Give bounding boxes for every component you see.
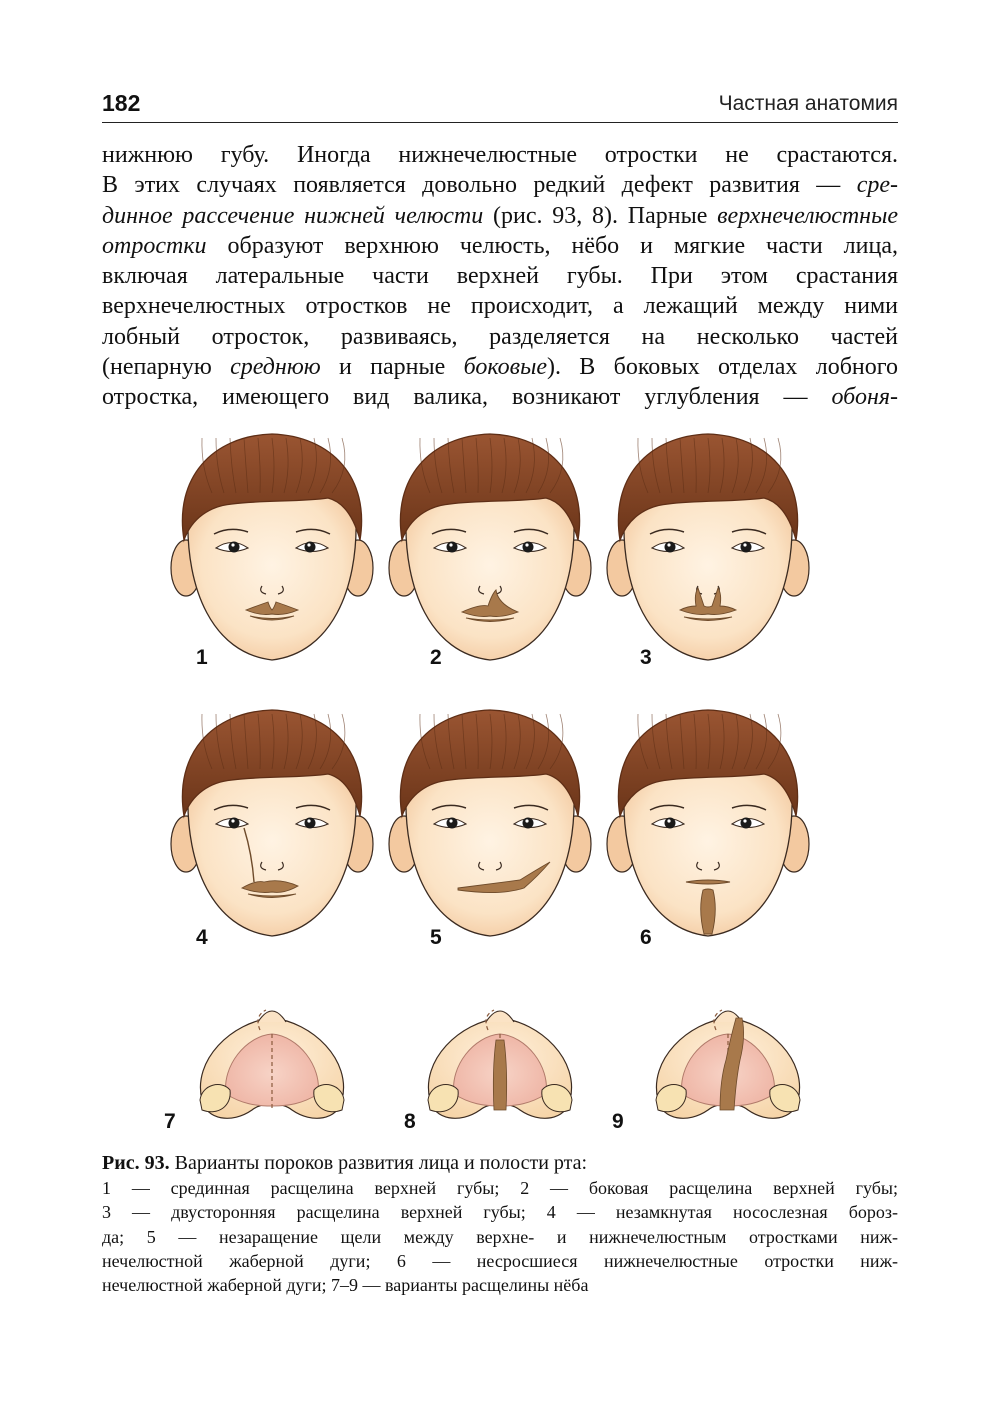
eye-highlight <box>307 819 310 822</box>
eye-highlight <box>743 543 746 546</box>
eye-highlight <box>231 819 234 822</box>
nose-tip <box>258 1011 286 1022</box>
text-run: включая латеральные части верхней губы. При этом срастания <box>102 263 898 290</box>
text-run: и парные <box>320 354 464 381</box>
text-line <box>102 322 898 352</box>
eye-highlight <box>525 543 528 546</box>
pupil <box>229 818 240 829</box>
text-run: лобный отросток, развиваясь, разделяется на несколько частей <box>102 323 898 350</box>
caption-line: 1 — срединная расщелина верхней губы; 2 — боковая расщелина верхней губы; <box>102 1178 898 1198</box>
cleft-palate-median <box>493 1040 506 1110</box>
caption-legend <box>102 1176 898 1297</box>
caption-line: да; 5 — незаращение щели между верхне- и нижнечелюстным отростками ниж- <box>102 1226 898 1247</box>
face-illustration <box>171 434 373 660</box>
page-header <box>102 88 898 123</box>
pupil <box>229 542 240 553</box>
figure-caption <box>102 1150 898 1297</box>
text-run: (непарную <box>102 354 231 381</box>
figure-number: 6 <box>640 926 652 949</box>
running-head: Частная анатомия <box>718 92 898 115</box>
caption-title-text: Варианты пороков развития лица и полости рта: <box>169 1152 588 1174</box>
italic-term: боковые <box>463 354 547 381</box>
palate-illustration <box>428 1010 572 1118</box>
caption-line: нечелюстной жаберной дуги; 7–9 — варианты расщелины нёба <box>102 1275 589 1296</box>
figure-93 <box>0 430 1000 970</box>
italic-term: динное рассечение нижней челюсти <box>102 202 484 229</box>
figure-number: 7 <box>164 1110 176 1133</box>
face-shape <box>406 764 574 936</box>
face-illustration <box>389 710 591 936</box>
eye-highlight <box>231 543 234 546</box>
text-line <box>102 261 898 291</box>
pupil <box>665 818 676 829</box>
face-illustration <box>607 710 809 936</box>
upper-lip <box>686 880 730 884</box>
face-shape <box>188 488 356 660</box>
face-illustration <box>389 434 591 660</box>
pupil <box>305 818 316 829</box>
text-line <box>102 382 898 412</box>
text-line <box>102 201 898 231</box>
text-run: (рис. 93, 8). Парные <box>483 202 718 229</box>
text-run: В этих случаях появляется довольно редкий дефект развития — <box>102 172 857 199</box>
italic-term: отростки <box>102 232 207 259</box>
face-shape <box>406 488 574 660</box>
palate-row <box>0 990 1000 1150</box>
page-number: 182 <box>102 90 141 116</box>
text-run: нижнюю губу. Иногда нижнечелюстные отростки не срастаются. <box>102 142 898 168</box>
text-line <box>102 352 898 382</box>
eye-highlight <box>307 543 310 546</box>
italic-term: обоня- <box>831 384 898 411</box>
text-line <box>102 170 898 200</box>
eye-highlight <box>449 819 452 822</box>
body-paragraph <box>102 140 898 413</box>
pupil <box>741 818 752 829</box>
figure-number: 4 <box>196 926 208 949</box>
figure-number: 8 <box>404 1110 416 1133</box>
pupil <box>741 542 752 553</box>
text-run: образуют верхнюю челюсть, нёбо и мягкие части лица, <box>206 232 898 259</box>
text-run: верхнечелюстных отростков не происходит, а лежащий между ними <box>102 293 898 320</box>
pupil <box>523 818 534 829</box>
pupil <box>665 542 676 553</box>
text-line <box>102 140 898 170</box>
pupil <box>447 542 458 553</box>
italic-term: среднюю <box>230 354 321 381</box>
caption-label: Рис. 93. <box>102 1152 170 1174</box>
face-shape <box>624 488 792 660</box>
caption-line: 3 — двусторонняя расщелина верхней губы; 4 — незамкнутая носослезная бороз- <box>102 1202 898 1223</box>
pupil <box>305 542 316 553</box>
caption-title <box>102 1150 898 1176</box>
italic-term: сре- <box>856 172 898 199</box>
face-illustration <box>607 434 809 660</box>
palate-illustration <box>656 1010 800 1118</box>
palate-illustration <box>200 1010 344 1118</box>
text-run: отростка, имеющего вид валика, возникают углубления — <box>102 384 832 411</box>
face-illustration <box>171 710 373 936</box>
figure-number: 5 <box>430 926 442 949</box>
figure-number: 1 <box>196 646 208 669</box>
mandibular-cleft <box>701 889 716 934</box>
eye-highlight <box>667 819 670 822</box>
figure-number: 3 <box>640 646 652 669</box>
caption-line: нечелюстной жаберной дуги; 6 — несросшиеся нижнечелюстные отростки ниж- <box>102 1250 898 1271</box>
nose-tip <box>486 1011 514 1022</box>
pupil <box>447 818 458 829</box>
figure-number: 9 <box>612 1110 624 1133</box>
eye-highlight <box>743 819 746 822</box>
eye-highlight <box>525 819 528 822</box>
face-shape <box>188 764 356 936</box>
figure-number: 2 <box>430 646 442 669</box>
eye-highlight <box>667 543 670 546</box>
italic-term: верхнечелюстные <box>717 202 898 229</box>
text-line <box>102 291 898 321</box>
pupil <box>523 542 534 553</box>
text-line <box>102 231 898 261</box>
text-run: ). В боковых отделах лобного <box>547 354 898 381</box>
eye-highlight <box>449 543 452 546</box>
